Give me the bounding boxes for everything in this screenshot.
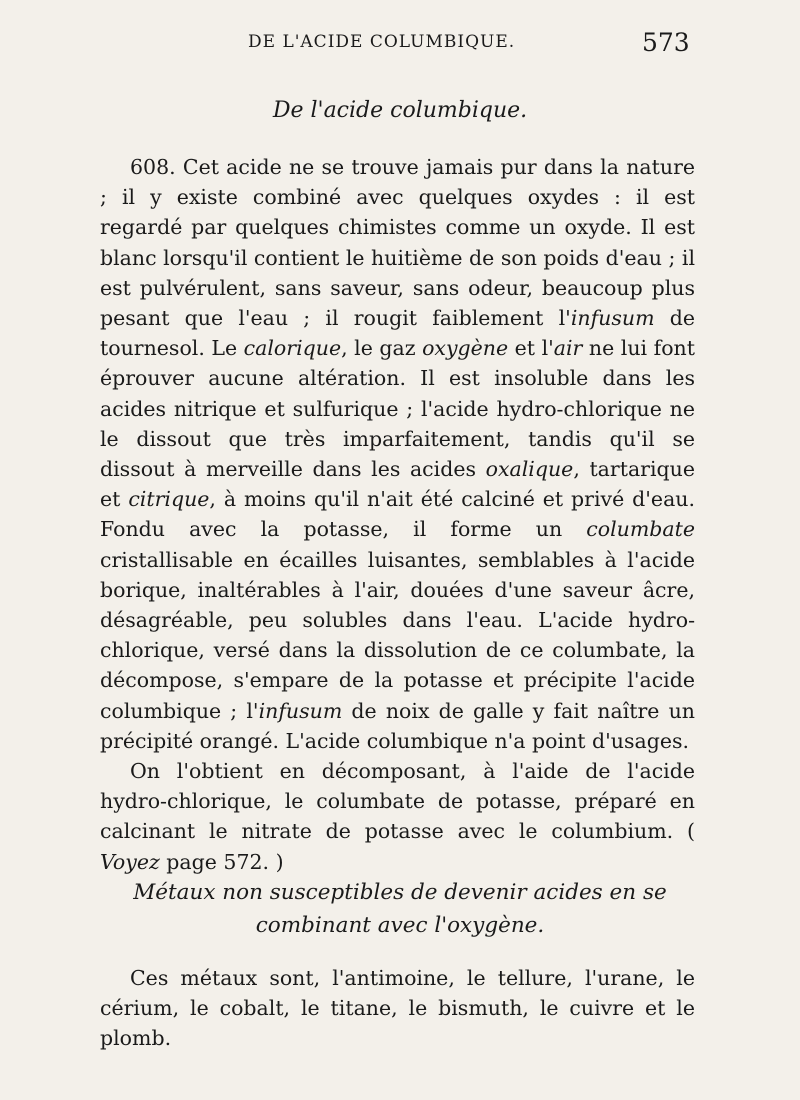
section-body — [100, 963, 695, 1054]
section-heading — [0, 876, 800, 942]
paragraph: 608. Cet acide ne se trouve jamais pur dans la nature ; il y existe combiné avec quelques oxydes : il est regardé par quelques chimistes comme un oxyde. Il est blanc lorsqu'il contient le huitième de son poids d'eau ; il est pulvérulent, sans saveur, sans odeur, beaucoup plus pesant que l'eau ; il rougit faiblement l'infusum de tournesol. Le calorique, le gaz oxygène et l'air ne lui font éprouver aucune altération. Il est insoluble dans les acides nitrique et sulfurique ; l'acide hydro-chlorique ne le dissout que très imparfaitement, tandis qu'il se dissout à merveille dans les acides oxalique, tartarique et citrique, à moins qu'il n'ait été calciné et privé d'eau. Fondu avec la potasse, il forme un columbate cristallisable en écailles luisantes, semblables à l'acide borique, inaltérables à l'air, douées d'une saveur âcre, désagréable, peu solubles dans l'eau. L'acide hydro-chlorique, versé dans la dissolution de ce columbate, la décompose, s'empare de la potasse et précipite l'acide columbique ; l'infusum de noix de galle y fait naître un précipité orangé. L'acide columbique n'a point d'usages. — [100, 155, 696, 753]
paragraph: On l'obtient en décomposant, à l'aide de l'acide hydro-chlorique, le columbate de potasse, préparé en calcinant le nitrate de potasse avec le columbium. ( Voyez page 572. ) — [100, 759, 695, 874]
running-head: DE L'ACIDE COLUMBIQUE. — [248, 32, 516, 52]
paragraph: Ces métaux sont, l'antimoine, le tellure, l'urane, le cérium, le cobalt, le titane, le bismuth, le cuivre et le plomb. — [100, 966, 695, 1051]
section-heading: De l'acide columbique. — [272, 98, 528, 123]
heading-line: Métaux non susceptibles de devenir acides en se — [133, 880, 667, 905]
heading-line: combinant avec l'oxygène. — [255, 913, 545, 938]
page-number: 573 — [642, 28, 690, 57]
section-body — [100, 152, 695, 877]
